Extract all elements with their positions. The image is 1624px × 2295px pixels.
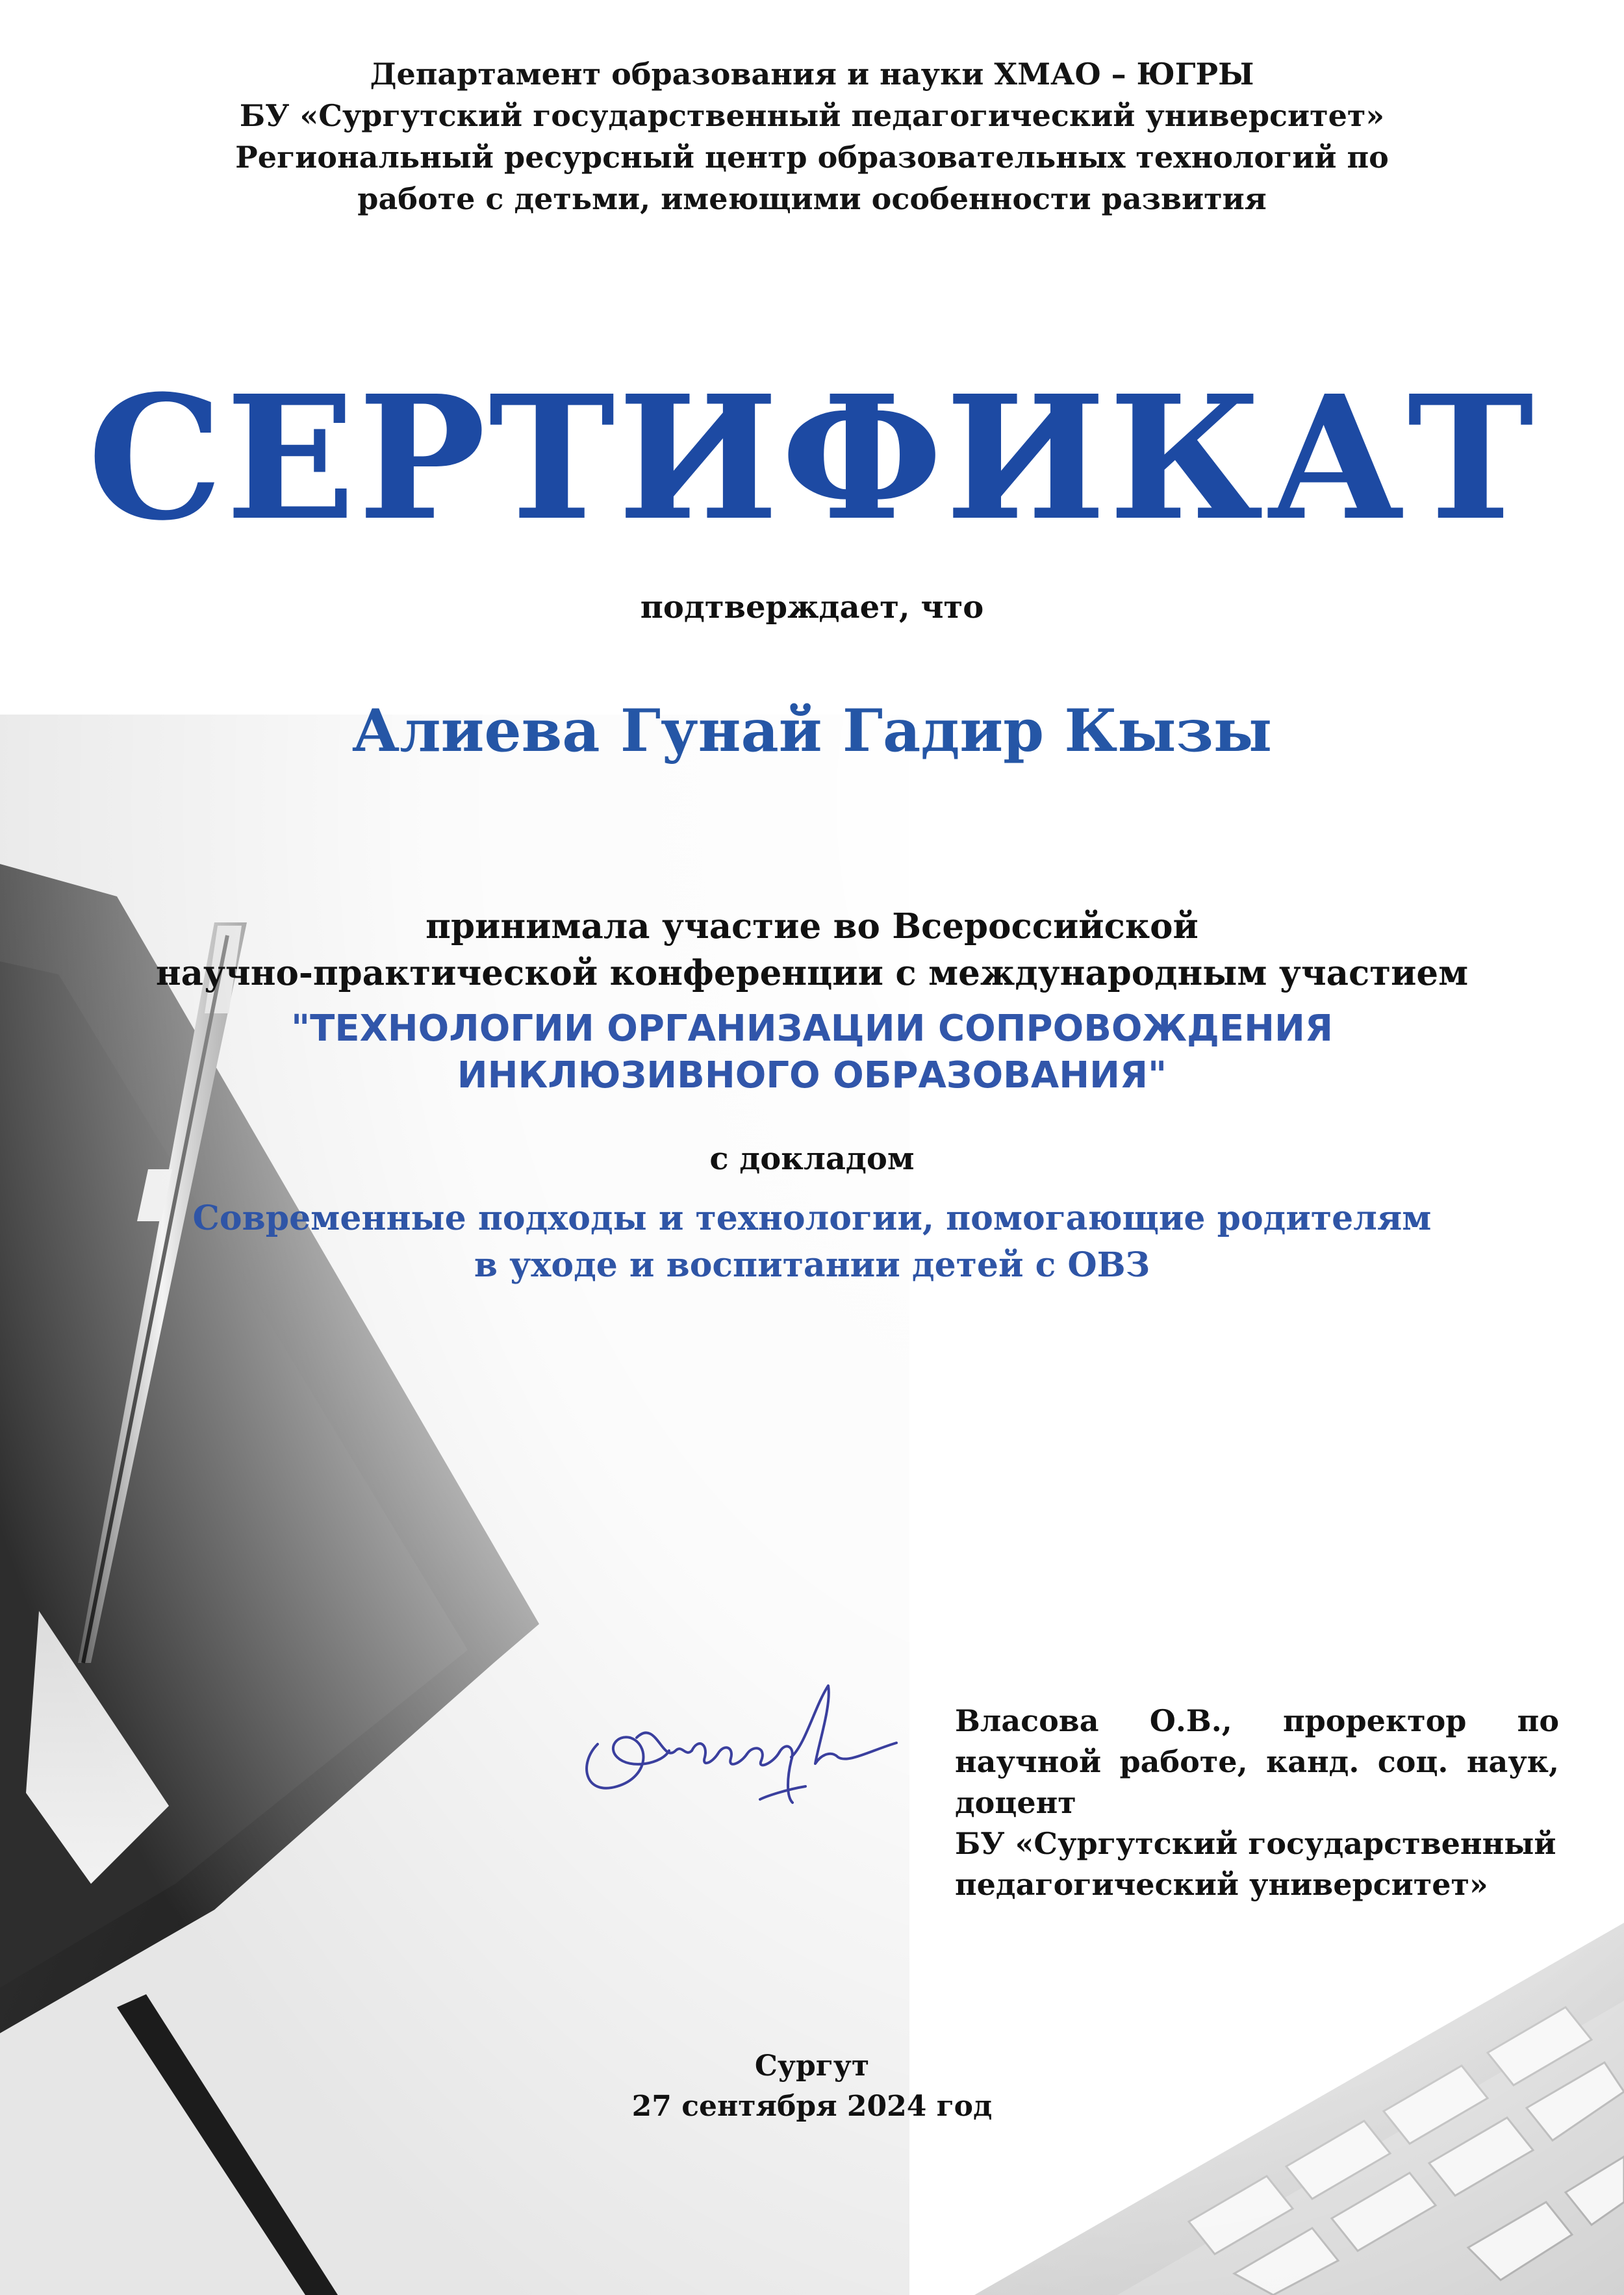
conference-title-line: "ТЕХНОЛОГИИ ОРГАНИЗАЦИИ СОПРОВОЖДЕНИЯ	[290, 1008, 1334, 1050]
conference-title-line: ИНКЛЮЗИВНОГО ОБРАЗОВАНИЯ"	[457, 1054, 1167, 1097]
signatory-line: педагогический университет»	[955, 1867, 1488, 1902]
issuer-header	[0, 53, 1624, 220]
header-line: БУ «Сургутский государственный педагогический университет»	[239, 98, 1385, 133]
signatory-line: научной работе, канд. соц. наук,	[955, 1744, 1559, 1779]
conference-title	[0, 1006, 1624, 1099]
header-line: Департамент образования и науки ХМАО – ЮГРЫ	[370, 57, 1254, 92]
confirms-text: подтверждает, что	[640, 589, 984, 626]
place-and-date	[0, 2046, 1624, 2127]
report-title	[0, 1195, 1624, 1289]
city: Сургут	[754, 2049, 870, 2083]
with-report-text: с докладом	[709, 1141, 915, 1177]
participation-text	[0, 903, 1624, 996]
signatory-block	[955, 1701, 1559, 1905]
certificate-title: СЕРТИФИКАТ	[87, 358, 1537, 558]
date: 27 сентября 2024 год	[631, 2090, 993, 2123]
participation-line: принимала участие во Всероссийской	[425, 906, 1199, 946]
signatory-line: доцент	[955, 1785, 1076, 1820]
handwritten-signature	[572, 1666, 909, 1816]
header-line: работе с детьми, имеющими особенности развития	[357, 181, 1267, 216]
participation-line: научно-практической конференции с международным участием	[155, 953, 1469, 993]
signatory-line: Власова О.В., проректор по	[955, 1703, 1559, 1738]
report-title-line: в уходе и воспитании детей с ОВЗ	[474, 1245, 1150, 1285]
header-line: Региональный ресурсный центр образовательных технологий по	[235, 140, 1389, 175]
recipient-name: Алиева Гунай Гадир Кызы	[351, 696, 1273, 765]
report-title-line: Современные подходы и технологии, помогающие родителям	[192, 1198, 1432, 1238]
signatory-line: БУ «Сургутский государственный	[955, 1826, 1556, 1861]
